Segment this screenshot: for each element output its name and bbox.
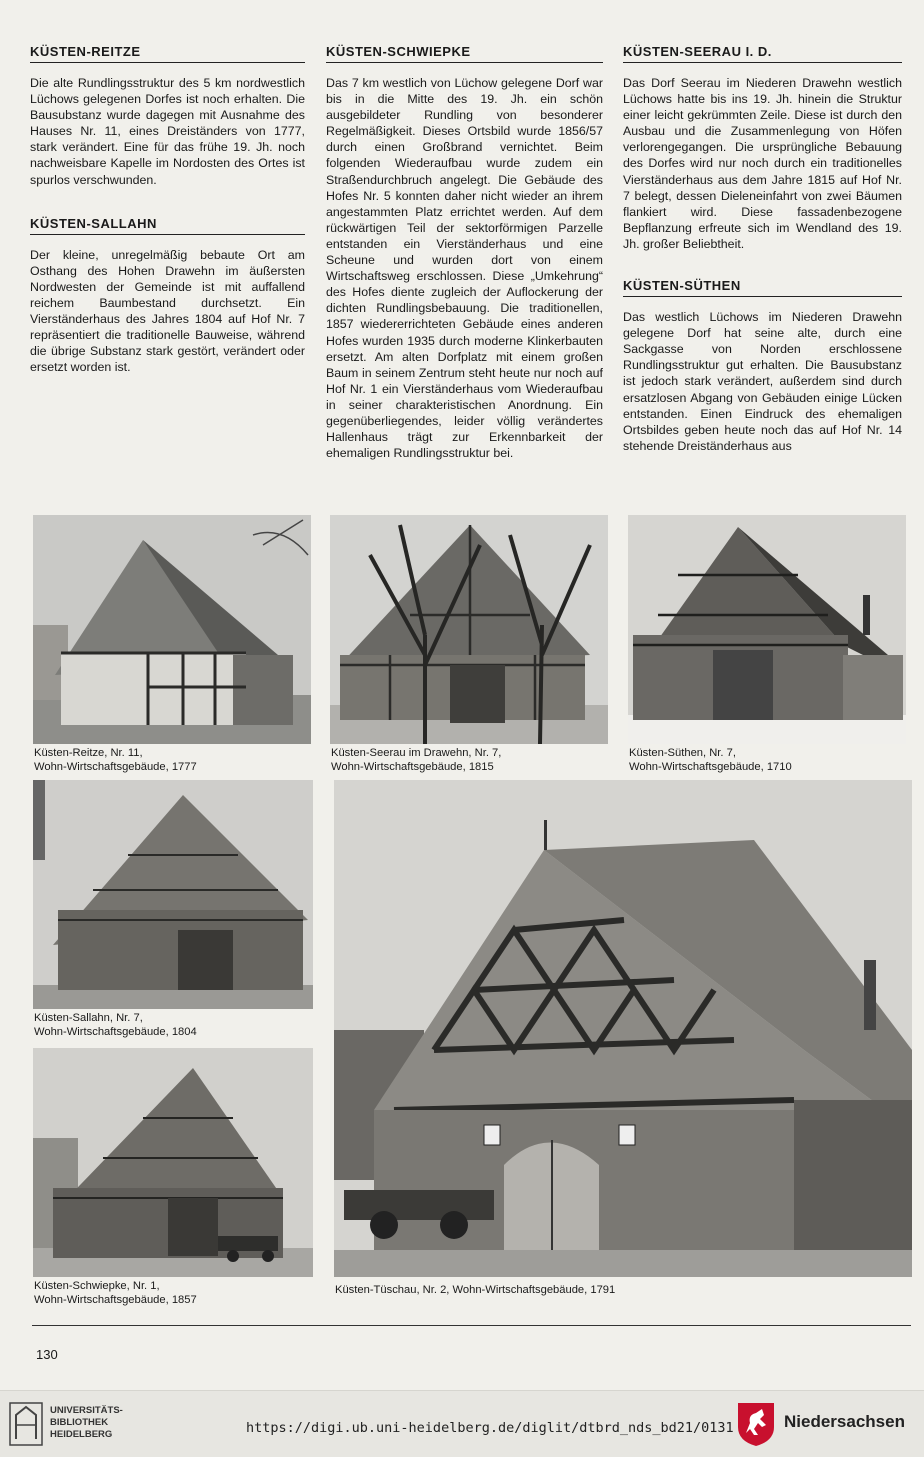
text-column-1 [30, 44, 305, 375]
photo-caption: Küsten-Süthen, Nr. 7, Wohn-Wirtschaftsgebäude, 1710 [629, 747, 792, 773]
section-body: Der kleine, unregelmäßig bebaute Ort am Osthang des Hohen Drawehn im äußersten Nordwesten der Gemeinde ist mit auffallend reichem Baumbestand durchsetzt. Ein Vierständerhaus des Jahres 1804 auf Hof Nr. 7 repräsentiert die traditionelle Bauweise, während die übrige Substanz stark gestört, verändert oder ersetzt worden ist. [30, 247, 305, 375]
section-heading: KÜSTEN-SÜTHEN [623, 278, 902, 297]
photo-caption: Küsten-Schwiepke, Nr. 1, Wohn-Wirtschaftsgebäude, 1857 [34, 1280, 197, 1306]
section-body: Das 7 km westlich von Lüchow gelegene Dorf war bis in die Mitte des 19. Jh. ein schön ausgebildeter Rundling von besonderer Regelmäßigkeit. Dieses Ortsbild wurde 1856/57 durch einen Großbrand vernichtet. Beim folgenden Wiederaufbau wurde zudem ein Straßendurchbruch angelegt. Die Gebäude des Hofes Nr. 5 konnten daher nicht wieder an ihrem angestammten Platz errichtet werden. Auf dem rückwärtigen Teil der sektorförmigen Parzelle entstanden ein Vierständerhaus und eine Scheune und wurden dort von einem Wirtschaftsweg erschlossen. Diese „Umkehrung“ des Hofes diente zugleich der Auflockerung der dichten Rundlingsbebauung. Die traditionellen, 1857 wiedererrichteten Gebäude eines anderen Hofes wurden 1935 durch moderne Klinkerbauten ersetzt. Am alten Dorfplatz mit einem großen Baum in seinem Zentrum steht heute nur noch auf Hof Nr. 1 ein Vierständerhaus vom Wiederaufbau in seiner charakteristischen Anordnung. Ein gegenüberliegendes, leider völlig verändertes Hallenhaus trägt zur Erkennbarkeit der ehemaligen Rundlingsstruktur bei. [326, 76, 603, 461]
photo-sallahn [33, 780, 313, 1009]
page-number: 130 [36, 1347, 58, 1362]
photo-schwiepke [33, 1048, 313, 1277]
section-heading: KÜSTEN-SALLAHN [30, 216, 305, 235]
section-body: Die alte Rundlingsstruktur des 5 km nordwestlich Lüchows gelegenen Dorfes ist noch erhalten. Die Bausubstanz wurde dagegen mit Ausnahme des Hauses Nr. 11, eines Dreiständers von 1777, stark verändert. Eine für das frühe 19. Jh. noch nachweisbare Kapelle im Nordosten des Ortes ist spurlos verschwunden. [30, 76, 305, 187]
niedersachsen-label: Niedersachsen [784, 1412, 905, 1431]
photo-caption: Küsten-Reitze, Nr. 11, Wohn-Wirtschaftsgebäude, 1777 [34, 747, 197, 773]
permalink-url[interactable]: https://digi.ub.uni-heidelberg.de/diglit/dtbrd_nds_bd21/0131 [246, 1420, 734, 1436]
section-heading: KÜSTEN-SEERAU I. D. [623, 44, 902, 63]
photo-reitze [33, 515, 311, 744]
university-library-name: UNIVERSITÄTS- BIBLIOTHEK HEIDELBERG [50, 1405, 123, 1440]
section-body: Das westlich Lüchows im Niederen Drawehn gelegene Dorf hat seine alte, durch eine Sackgasse von Norden erschlossene Rundlingsstruktur gut erhalten. Die Bausubstanz ist jedoch stark verändert, außerdem sind durch ersatzlosen Abgang von Gebäuden einige Lücken entstanden. Einen Eindruck des ehemaligen Ortsbildes geben heute noch das auf Hof Nr. 14 stehende Dreiständerhaus aus [623, 310, 902, 453]
university-library-logo-icon [8, 1399, 44, 1449]
photo-caption: Küsten-Tüschau, Nr. 2, Wohn-Wirtschaftsgebäude, 1791 [335, 1284, 616, 1296]
photo-caption: Küsten-Seerau im Drawehn, Nr. 7, Wohn-Wirtschaftsgebäude, 1815 [331, 747, 502, 773]
niedersachsen-horse-logo-icon [736, 1401, 776, 1447]
section-heading: KÜSTEN-REITZE [30, 44, 305, 63]
bottom-rule [32, 1325, 911, 1326]
photo-tueschau [334, 780, 912, 1277]
section-heading: KÜSTEN-SCHWIEPKE [326, 44, 603, 63]
section-body: Das Dorf Seerau im Niederen Drawehn westlich Lüchows hatte bis ins 19. Jh. hinein die Struktur einer leicht gekrümmten Zeile. Diese ist durch den Ausbau und die Zusammenlegung von Höfen verlorengegangen. Die ursprüngliche Bebauung des Dorfes wird nur noch durch ein traditionelles Vierständerhaus aus dem Jahre 1815 auf Hof Nr. 7 belegt, dessen Dieleneinfahrt von zwei Bäumen flankiert wird. Diese fassadenbezogene Bepflanzung erfreute sich im Wendland des 19. Jh. großer Beliebtheit. [623, 76, 902, 251]
text-column-2 [326, 44, 603, 461]
photo-caption: Küsten-Sallahn, Nr. 7, Wohn-Wirtschaftsgebäude, 1804 [34, 1012, 197, 1038]
text-column-3 [623, 44, 902, 454]
photo-seerau [330, 515, 608, 744]
photo-suethen [628, 515, 906, 744]
